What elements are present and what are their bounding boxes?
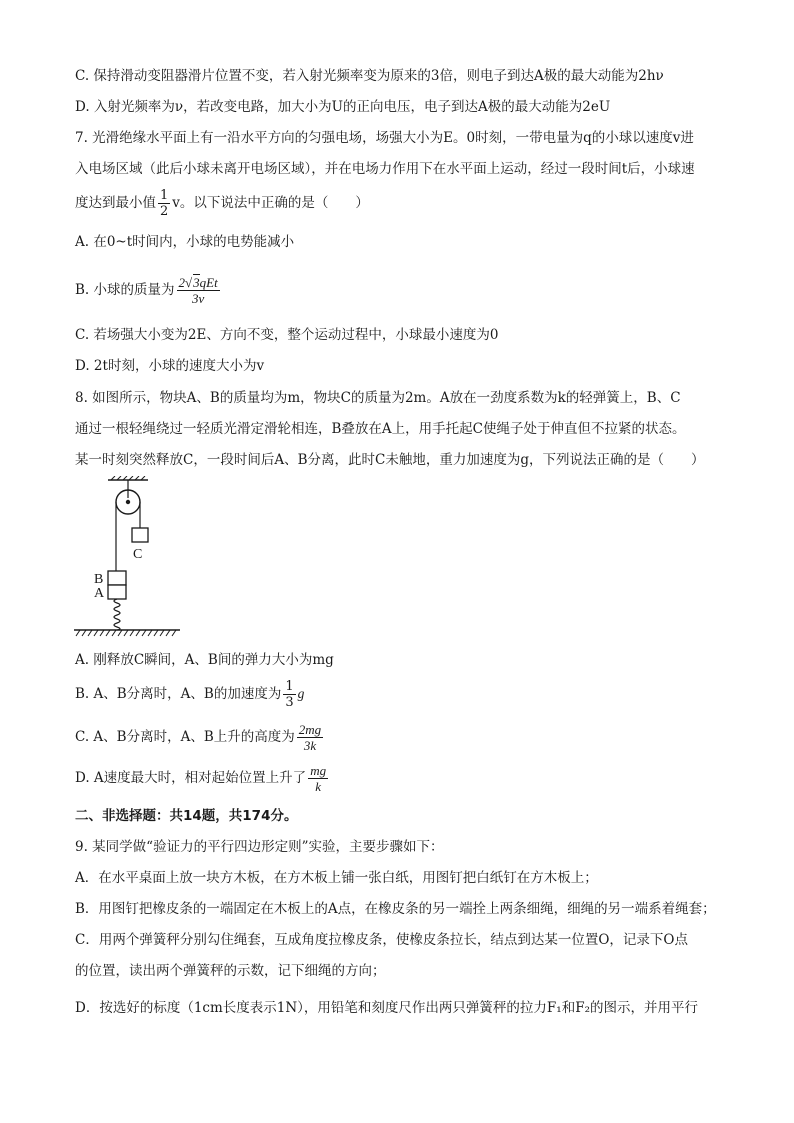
q6-option-d: D. 入射光频率为ν，若改变电路，加大小为U的正向电压，电子到达A极的最大动能为2eU	[75, 99, 611, 115]
fraction-numerator: 2mg	[298, 722, 322, 737]
q7-option-c: C. 若场强大小变为2E、方向不变，整个运动过程中，小球最小速度为0	[75, 327, 499, 343]
q7-option-b	[75, 275, 222, 306]
label-c: C	[133, 547, 143, 562]
label-b: B	[94, 572, 104, 587]
pulley-axle	[126, 500, 130, 504]
ground-hatch	[76, 630, 176, 636]
fraction-one-half	[158, 188, 170, 219]
section-heading: 二、非选择题：共14题，共174分。	[75, 808, 298, 824]
q6-option-c: C. 保持滑动变阻器滑片位置不变，若入射光频率变为原来的3倍，则电子到达A极的最大动能为2hν	[75, 68, 664, 84]
q8-option-b	[75, 679, 304, 710]
q7-stem-line-1: 7. 光滑绝缘水平面上有一沿水平方向的匀强电场，场强大小为E。0时刻，一带电量为q的小球以速度v进	[75, 130, 694, 146]
q7-stem-line-3	[75, 188, 369, 219]
fraction-numerator: mg	[310, 763, 327, 778]
q7-option-b-text: B. 小球的质量为	[75, 282, 175, 298]
q8-option-c-text: C. A、B分离时，A、B上升的高度为	[75, 729, 295, 745]
fraction-denominator: 3	[285, 695, 294, 710]
fraction-numerator: 1	[285, 679, 294, 694]
q8-option-d-text: D. A速度最大时，相对起始位置上升了	[75, 770, 307, 786]
fraction-mass	[177, 275, 220, 306]
q9-step-c-line-1: C．用两个弹簧秤分别勾住绳套，互成角度拉橡皮条，使橡皮条拉长，结点到达某一位置O，记录下O点	[75, 932, 688, 948]
q8-option-b-text: B. A、B分离时，A、B的加速度为	[75, 686, 282, 702]
q9-step-c-line-2: 的位置，读出两个弹簧秤的示数，记下细绳的方向；	[75, 963, 386, 979]
block-a	[108, 585, 126, 599]
fraction-rise	[308, 763, 328, 794]
q8-stem-line-3: 某一时刻突然释放C，一段时间后A、B分离，此时C未触地，重力加速度为g，下列说法正确的是（ ）	[75, 452, 705, 468]
label-a: A	[94, 586, 105, 601]
q7-stem-line-2: 入电场区域（此后小球未离开电场区域），并在电场力作用下在水平面上运动，经过一段时间t后，小球速	[75, 161, 695, 177]
q8-stem-line-1: 8. 如图所示，物块A、B的质量均为m，物块C的质量为2m。A放在一劲度系数为k的轻弹簧上，B、C	[75, 390, 681, 406]
q7-stem-text: 度达到最小值	[75, 195, 156, 211]
fraction-one-third	[283, 679, 295, 710]
q9-stem: 9. 某同学做“验证力的平行四边形定则”实验，主要步骤如下：	[75, 839, 444, 855]
q9-step-b: B．用图钉把橡皮条的一端固定在木板上的A点，在橡皮条的另一端拴上两条细绳，细绳的另一端系着绳套；	[75, 901, 716, 917]
q8-option-a: A. 刚释放C瞬间，A、B间的弹力大小为mg	[75, 652, 334, 668]
pulley-spring-figure	[70, 476, 185, 641]
fraction-denominator: 3k	[303, 738, 317, 753]
q7-option-a: A. 在0~t时间内，小球的电势能减小	[75, 234, 295, 250]
block-b	[108, 571, 126, 585]
fraction-numerator: 2√3qEt	[178, 275, 218, 290]
fraction-height	[297, 722, 323, 753]
q7-option-d: D. 2t时刻，小球的速度大小为v	[75, 358, 265, 374]
q8-stem-line-2: 通过一根轻绳绕过一轻质光滑定滑轮相连，B叠放在A上，用手托起C使绳子处于伸直但不拉紧的状态。	[75, 421, 686, 437]
fraction-denominator: 3v	[191, 291, 205, 306]
spring	[114, 599, 120, 630]
numerator-vars: qEt	[199, 275, 218, 290]
q9-step-a: A．在水平桌面上放一块方木板，在方木板上铺一张白纸，用图钉把白纸钉在方木板上；	[75, 870, 598, 886]
fraction-numerator: 1	[160, 188, 169, 203]
q9-step-d: D．按选好的标度（1cm长度表示1N），用铅笔和刻度尺作出两只弹簧秤的拉力F₁和F₂的图示，并用平行	[75, 1000, 698, 1016]
q8-option-d	[75, 763, 330, 794]
coefficient: 2	[178, 275, 186, 290]
q8-option-c	[75, 722, 325, 753]
gravity-symbol: g	[297, 686, 305, 701]
fraction-denominator: 2	[160, 204, 169, 219]
root-value: 3	[193, 275, 200, 290]
block-c	[132, 528, 148, 542]
fraction-denominator: k	[315, 779, 322, 794]
q7-stem-text-end: v。以下说法中正确的是（ ）	[172, 195, 369, 211]
